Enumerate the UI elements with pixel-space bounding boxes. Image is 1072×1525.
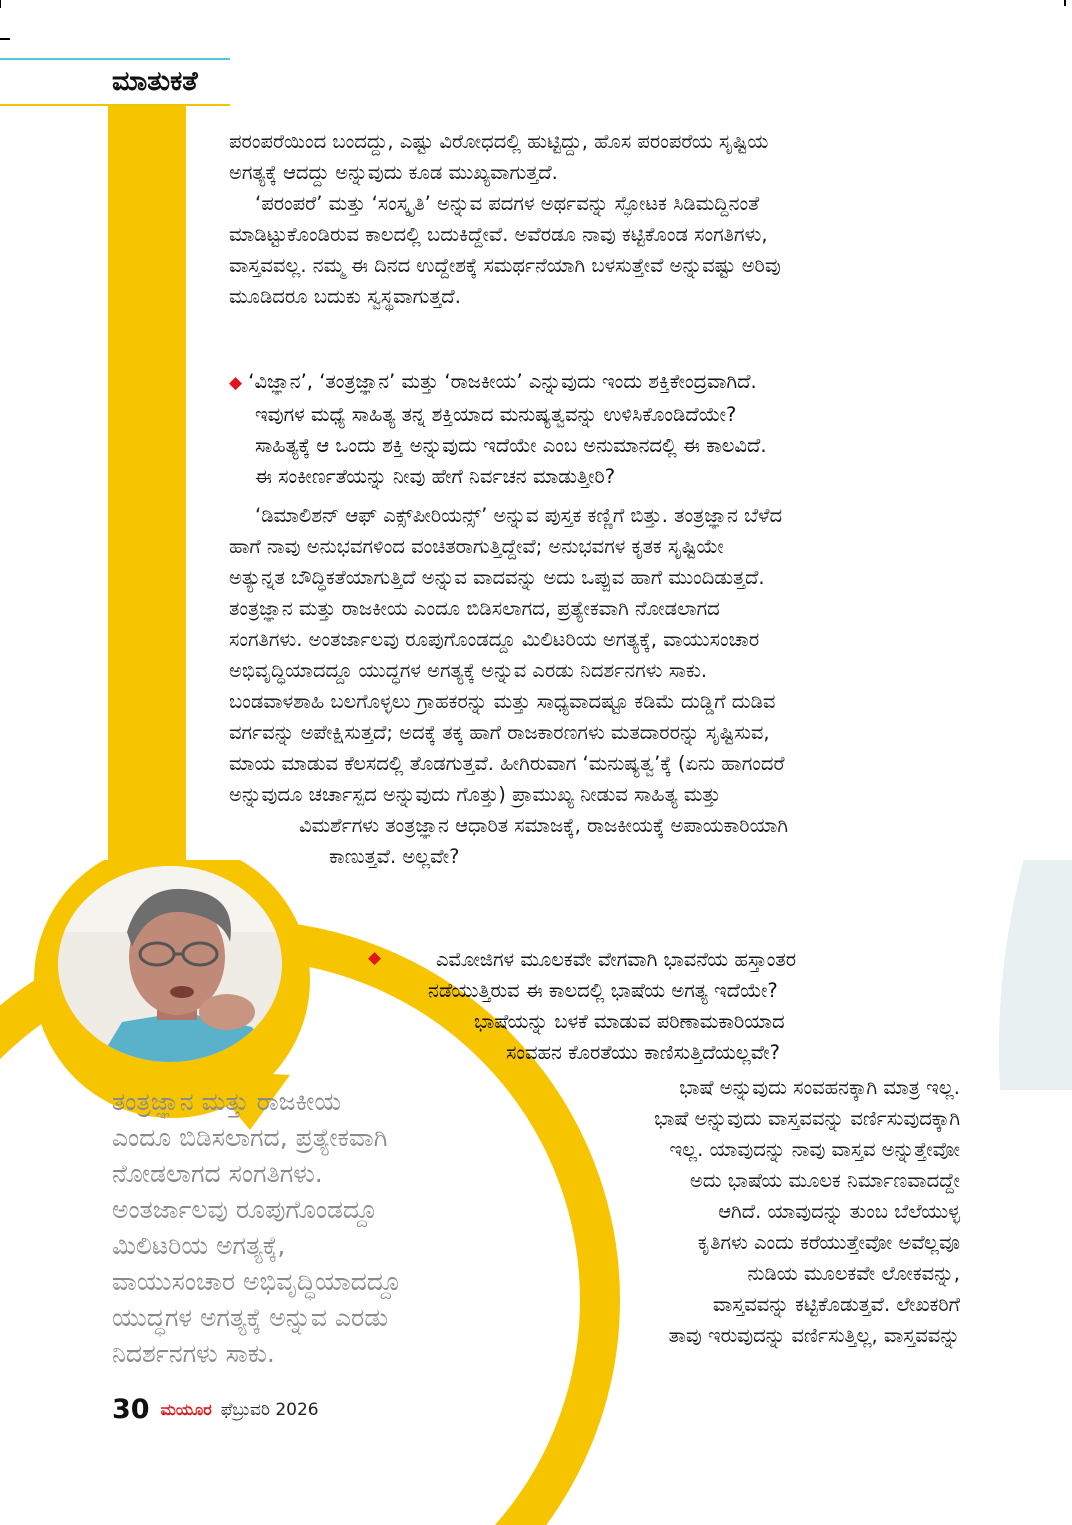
pull-quote	[112, 1084, 401, 1372]
question-line: ಸಾಹಿತ್ಯಕ್ಕೆ ಆ ಒಂದು ಶಕ್ತಿ ಅನ್ನುವುದು ಇದೆಯೇ ಎಂಬ ಅನುಮಾನದಲ್ಲಿ ಈ ಕಾಲವಿದೆ.	[255, 434, 767, 457]
text-line: ಮಾಯ ಮಾಡುವ ಕೆಲಸದಲ್ಲಿ ತೊಡಗುತ್ತವೆ. ಹೀಗಿರುವಾಗ ‘ಮನುಷ್ಯತ್ವ’ಕ್ಕೆ (ಏನು ಹಾಗಂದರೆ	[229, 752, 785, 775]
pull-quote-line: ಯುದ್ಧಗಳ ಅಗತ್ಯಕ್ಕೆ ಅನ್ನುವ ಎರಡು	[112, 1303, 389, 1332]
text-line: ಅಭಿವೃದ್ಧಿಯಾದದ್ದೂ ಯುದ್ಧಗಳ ಅಗತ್ಯಕ್ಕೆ ಅನ್ನುವ ಎರಡು ನಿದರ್ಶನಗಳು ಸಾಕು.	[229, 659, 708, 682]
text-line: ಅದು ಭಾಷೆಯ ಮೂಲಕ ನಿರ್ಮಾಣವಾದದ್ದೇ	[689, 1169, 960, 1192]
text-line: ವಾಸ್ತವವನ್ನು ಕಟ್ಟಿಕೊಡುತ್ತವೆ. ಲೇಖಕರಿಗೆ	[712, 1293, 960, 1316]
text-line: ಭಾಷೆ ಅನ್ನುವುದು ಸಂವಹನಕ್ಕಾಗಿ ಮಾತ್ರ ಇಲ್ಲ.	[679, 1076, 960, 1099]
author-portrait	[52, 862, 292, 1072]
text-line: ಕಾಣುತ್ತವೆ. ಅಲ್ಲವೇ?	[329, 845, 460, 868]
question-line: ಎಮೋಜಿಗಳ ಮೂಲಕವೇ ವೇಗವಾಗಿ ಭಾವನೆಯ ಹಸ್ತಾಂತರ	[436, 948, 797, 971]
yellow-accent-bar	[108, 106, 186, 926]
question-line: ನಡೆಯುತ್ತಿರುವ ಈ ಕಾಲದಲ್ಲಿ ಭಾಷೆಯ ಅಗತ್ಯ ಇದೆಯೇ?	[428, 979, 778, 1002]
text-line: ಪರಂಪರೆಯಿಂದ ಬಂದದ್ದು, ಎಷ್ಟು ವಿರೋಧದಲ್ಲಿ ಹುಟ್ಟಿದ್ದು, ಹೊಸ ಪರಂಪರೆಯ ಸೃಷ್ಟಿಯ	[229, 130, 769, 153]
text-line: ಕೃತಿಗಳು ಎಂದು ಕರೆಯುತ್ತೇವೋ ಅವೆಲ್ಲವೂ	[697, 1231, 960, 1254]
pull-quote-line: ನಿದರ್ಶನಗಳು ಸಾಕು.	[112, 1339, 275, 1368]
text-line: ಅತ್ಯುನ್ನತ ಬೌದ್ಧಿಕತೆಯಾಗುತ್ತಿದೆ ಅನ್ನುವ ವಾದವನ್ನು ಅದು ಒಪ್ಪುವ ಹಾಗೆ ಮುಂದಿಡುತ್ತದೆ.	[229, 566, 765, 589]
red-diamond-bullet-icon: ◆	[229, 373, 243, 393]
text-line: ಮೂಡಿದರೂ ಬದುಕು ಸ್ವಸ್ಥವಾಗುತ್ತದೆ.	[229, 285, 461, 308]
text-line: ಬಂಡವಾಳಶಾಹಿ ಬಲಗೊಳ್ಳಲು ಗ್ರಾಹಕರನ್ನು ಮತ್ತು ಸಾಧ್ಯವಾದಷ್ಟೂ ಕಡಿಮೆ ದುಡ್ಡಿಗೆ ದುಡಿವ	[229, 690, 776, 713]
question-line: ಈ ಸಂಕೀರ್ಣತೆಯನ್ನು ನೀವು ಹೇಗೆ ನಿರ್ವಚನ ಮಾಡುತ್ತೀರಿ?	[255, 465, 616, 488]
text-line: ಹಾಗೆ ನಾವು ಅನುಭವಗಳಿಂದ ವಂಚಿತರಾಗುತ್ತಿದ್ದೇವೆ; ಅನುಭವಗಳ ಕೃತಕ ಸೃಷ್ಟಿಯೇ	[229, 535, 724, 558]
pull-quote-line: ತಂತ್ರಜ್ಞಾನ ಮತ್ತು ರಾಜಕೀಯ	[112, 1087, 342, 1116]
answer-1-paragraph	[229, 500, 788, 872]
question-line: ಇವುಗಳ ಮಧ್ಯೆ ಸಾಹಿತ್ಯ ತನ್ನ ಶಕ್ತಿಯಾದ ಮನುಷ್ಯತ್ವವನ್ನು ಉಳಿಸಿಕೊಂಡಿದೆಯೇ?	[255, 403, 737, 426]
pull-quote-line: ಮಿಲಿಟರಿಯ ಅಗತ್ಯಕ್ಕೆ,	[112, 1231, 286, 1260]
text-line: ‘ಪರಂಪರೆ’ ಮತ್ತು ‘ಸಂಸ್ಕೃತಿ’ ಅನ್ನುವ ಪದಗಳ ಅರ್ಥವನ್ನು ಸ್ಫೋಟಕ ಸಿಡಿಮದ್ದಿನಂತೆ	[255, 192, 760, 215]
red-diamond-bullet-icon: ◆	[368, 948, 382, 968]
pull-quote-line: ಎಂದೂ ಬಿಡಿಸಲಾಗದ, ಪ್ರತ್ಯೇಕವಾಗಿ	[112, 1123, 388, 1152]
text-line: ‘ಡಿಮಾಲಿಶನ್ ಆಫ್ ಎಕ್ಸ್‌ಪೀರಿಯನ್ಸ್’ ಅನ್ನುವ ಪುಸ್ತಕ ಕಣ್ಣಿಗೆ ಬಿತ್ತು. ತಂತ್ರಜ್ಞಾನ ಬೆಳೆದ	[255, 504, 783, 527]
crop-mark	[0, 0, 1, 8]
question-line: ಭಾಷೆಯನ್ನು ಬಳಕೆ ಮಾಡುವ ಪರಿಣಾಮಕಾರಿಯಾದ	[474, 1010, 785, 1033]
text-line: ಭಾಷೆ ಅನ್ನುವುದು ವಾಸ್ತವವನ್ನು ವರ್ಣಿಸುವುದಕ್ಕಾಗಿ	[654, 1107, 960, 1130]
pull-quote-line: ನೋಡಲಾಗದ ಸಂಗತಿಗಳು.	[112, 1159, 323, 1188]
text-line: ವಾಸ್ತವವಲ್ಲ. ನಮ್ಮ ಈ ದಿನದ ಉದ್ದೇಶಕ್ಕೆ ಸಮರ್ಥನೆಯಾಗಿ ಬಳಸುತ್ತೇವೆ ಅನ್ನುವಷ್ಟು ಅರಿವು	[229, 254, 781, 277]
text-line: ಮಾಡಿಟ್ಟುಕೊಂಡಿರುವ ಕಾಲದಲ್ಲಿ ಬದುಕಿದ್ದೇವೆ. ಅವೆರಡೂ ನಾವು ಕಟ್ಟಿಕೊಂಡ ಸಂಗತಿಗಳು,	[229, 223, 768, 246]
page-folio	[112, 1394, 319, 1425]
question-2	[400, 944, 960, 1068]
text-line: ವರ್ಗವನ್ನು ಅಪೇಕ್ಷಿಸುತ್ತದೆ; ಅದಕ್ಕೆ ತಕ್ಕ ಹಾಗೆ ರಾಜಕಾರಣಗಳು ಮತದಾರರನ್ನು ಸೃಷ್ಟಿಸುವ,	[229, 721, 770, 744]
section-label: ಮಾತುಕತೆ	[112, 66, 198, 97]
question-line: ಸಂವಹನ ಕೊರತೆಯು ಕಾಣಿಸುತ್ತಿದೆಯಲ್ಲವೇ?	[506, 1041, 781, 1064]
text-line: ತಾವು ಇರುವುದನ್ನು ವರ್ಣಿಸುತ್ತಿಲ್ಲ, ವಾಸ್ತವವನ್ನು	[668, 1324, 960, 1347]
pull-quote-line: ಅಂತರ್ಜಾಲವು ರೂಪುಗೊಂಡದ್ದೂ	[112, 1195, 378, 1224]
text-line: ನುಡಿಯ ಮೂಲಕವೇ ಲೋಕವನ್ನು,	[747, 1262, 960, 1285]
text-line: ಆಗಿದೆ. ಯಾವುದನ್ನು ತುಂಬ ಬೆಲೆಯುಳ್ಳ	[718, 1200, 960, 1223]
answer-2-paragraph	[530, 1072, 960, 1351]
question-1	[229, 366, 767, 492]
text-line: ಅನ್ನುವುದೂ ಚರ್ಚಾಸ್ಪದ ಅನ್ನುವುದು ಗೊತ್ತು) ಪ್ರಾಮುಖ್ಯ ನೀಡುವ ಸಾಹಿತ್ಯ ಮತ್ತು	[229, 783, 721, 806]
crop-mark	[0, 38, 10, 40]
text-line: ಇಲ್ಲ. ಯಾವುದನ್ನು ನಾವು ವಾಸ್ತವ ಅನ್ನುತ್ತೇವೋ	[669, 1138, 960, 1161]
text-line: ಅಗತ್ಯಕ್ಕೆ ಆದದ್ದು ಅನ್ನುವುದು ಕೂಡ ಮುಖ್ಯವಾಗುತ್ತದೆ.	[229, 161, 558, 184]
text-line: ಸಂಗತಿಗಳು. ಅಂತರ್ಜಾಲವು ರೂಪುಗೊಂಡದ್ದೂ ಮಿಲಿಟರಿಯ ಅಗತ್ಯಕ್ಕೆ, ವಾಯುಸಂಚಾರ	[229, 628, 760, 651]
pull-quote-line: ವಾಯುಸಂಚಾರ ಅಭಿವೃದ್ಧಿಯಾದದ್ದೂ	[112, 1267, 402, 1296]
text-line: ವಿಮರ್ಶೆಗಳು ತಂತ್ರಜ್ಞಾನ ಆಧಾರಿತ ಸಮಾಜಕ್ಕೆ, ರಾಜಕೀಯಕ್ಕೆ ಅಪಾಯಕಾರಿಯಾಗಿ	[299, 814, 789, 837]
header-rule-cyan	[0, 58, 230, 60]
magazine-logo: ಮಯೂರ	[160, 1399, 212, 1419]
page-number: 30	[112, 1394, 150, 1425]
crop-mark	[1064, 0, 1066, 6]
question-line: ‘ವಿಜ್ಞಾನ’, ‘ತಂತ್ರಜ್ಞಾನ’ ಮತ್ತು ‘ರಾಜಕೀಯ’ ಎನ್ನುವುದು ಇಂದು ಶಕ್ತಿಕೇಂದ್ರವಾಗಿದೆ.	[248, 370, 757, 393]
issue-date: ಫೆಬ್ರುವರಿ 2026	[220, 1399, 319, 1420]
text-line: ತಂತ್ರಜ್ಞಾನ ಮತ್ತು ರಾಜಕೀಯ ಎಂದೂ ಬಿಡಿಸಲಾಗದ, ಪ್ರತ್ಯೇಕವಾಗಿ ನೋಡಲಾಗದ	[229, 597, 720, 620]
intro-paragraph	[229, 126, 781, 312]
